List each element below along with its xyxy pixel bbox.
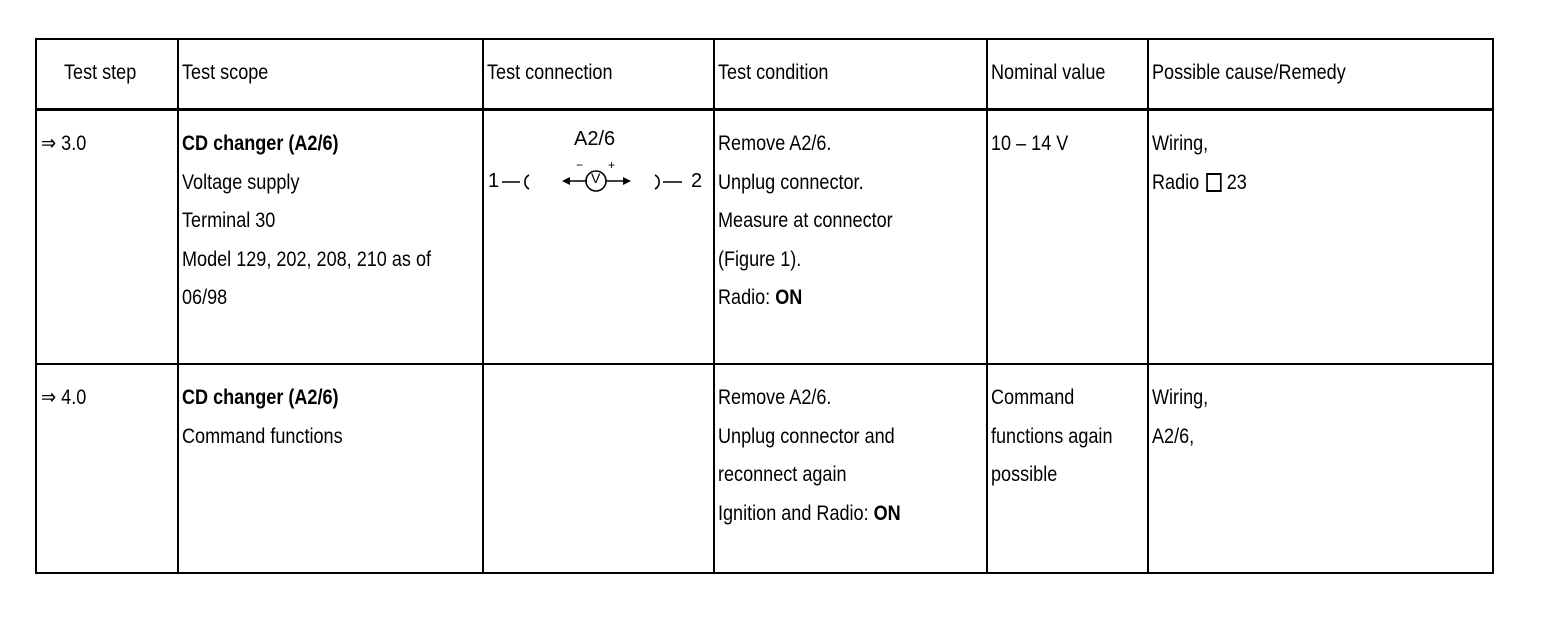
condition-line: Measure at connector [718,209,893,232]
condition-state: ON [873,501,901,525]
minus-sign: − [576,158,584,172]
condition-line: Unplug connector and [718,424,895,448]
header-nominal-value: Nominal value [991,61,1106,84]
connector-label: A2/6 [574,128,616,150]
condition-line: Remove A2/6. [718,132,832,155]
reference-box-icon [1206,173,1221,192]
scope-line: Voltage supply [182,170,300,194]
test-step-3-0: ⇒ 3.0 [41,132,87,155]
pin-left: 1 [488,170,500,192]
condition-line [718,279,893,318]
scope-line: 06/98 [182,286,228,309]
test-table [35,38,1494,574]
cause-line: A2/6, [1152,424,1195,448]
condition-prefix: Ignition and Radio: [718,501,874,525]
test-step-4-0: ⇒ 4.0 [41,386,87,409]
scope-line: Terminal 30 [182,209,276,232]
nominal-line: functions again [991,424,1113,448]
condition-line [718,495,901,534]
condition-line: reconnect again [718,463,847,486]
condition-state: ON [775,286,803,309]
cause-line: Wiring, [1152,386,1209,409]
possible-cause-4-0 [1152,379,1208,456]
nominal-value-4-0 [991,379,1113,495]
test-condition-4-0 [718,379,901,533]
voltmeter-label: V [591,170,601,186]
cause-line: Wiring, [1152,132,1209,155]
test-connection-diagram [482,128,713,198]
column-divider [1147,40,1149,572]
condition-line: Remove A2/6. [718,386,832,409]
condition-line: Unplug connector. [718,170,864,194]
column-divider [713,40,715,572]
plus-sign: + [608,158,616,172]
header-test-condition: Test condition [718,61,829,84]
nominal-line: possible [991,463,1058,486]
voltmeter-symbol-icon [482,128,713,198]
column-divider [177,40,179,572]
test-condition-3-0 [718,125,893,318]
condition-line: (Figure 1). [718,247,802,271]
header-test-connection: Test connection [487,61,613,84]
scope-title: CD changer (A2/6) [182,386,339,409]
condition-prefix: Radio: [718,286,776,309]
header-test-step: Test step [64,61,137,84]
test-scope-3-0 [182,125,431,318]
scope-title: CD changer (A2/6) [182,132,339,155]
nominal-value-3-0 [991,125,1068,164]
scope-line: Command functions [182,424,343,448]
column-divider [986,40,988,572]
row-divider [37,363,1492,365]
header-possible-cause: Possible cause/Remedy [1152,61,1346,84]
scope-line: Model 129, 202, 208, 210 as of [182,247,432,271]
cause-ref-prefix: Radio [1152,170,1200,194]
pin-right: 2 [691,170,703,192]
nominal-line: Command [991,386,1075,409]
test-scope-4-0 [182,379,343,456]
cause-reference [1152,164,1247,203]
cause-ref-number: 23 [1226,170,1247,194]
header-test-scope: Test scope [182,61,269,84]
column-divider [482,40,484,572]
header-divider [37,108,1492,111]
nominal-line: 10 – 14 V [991,132,1069,155]
possible-cause-3-0 [1152,125,1247,202]
